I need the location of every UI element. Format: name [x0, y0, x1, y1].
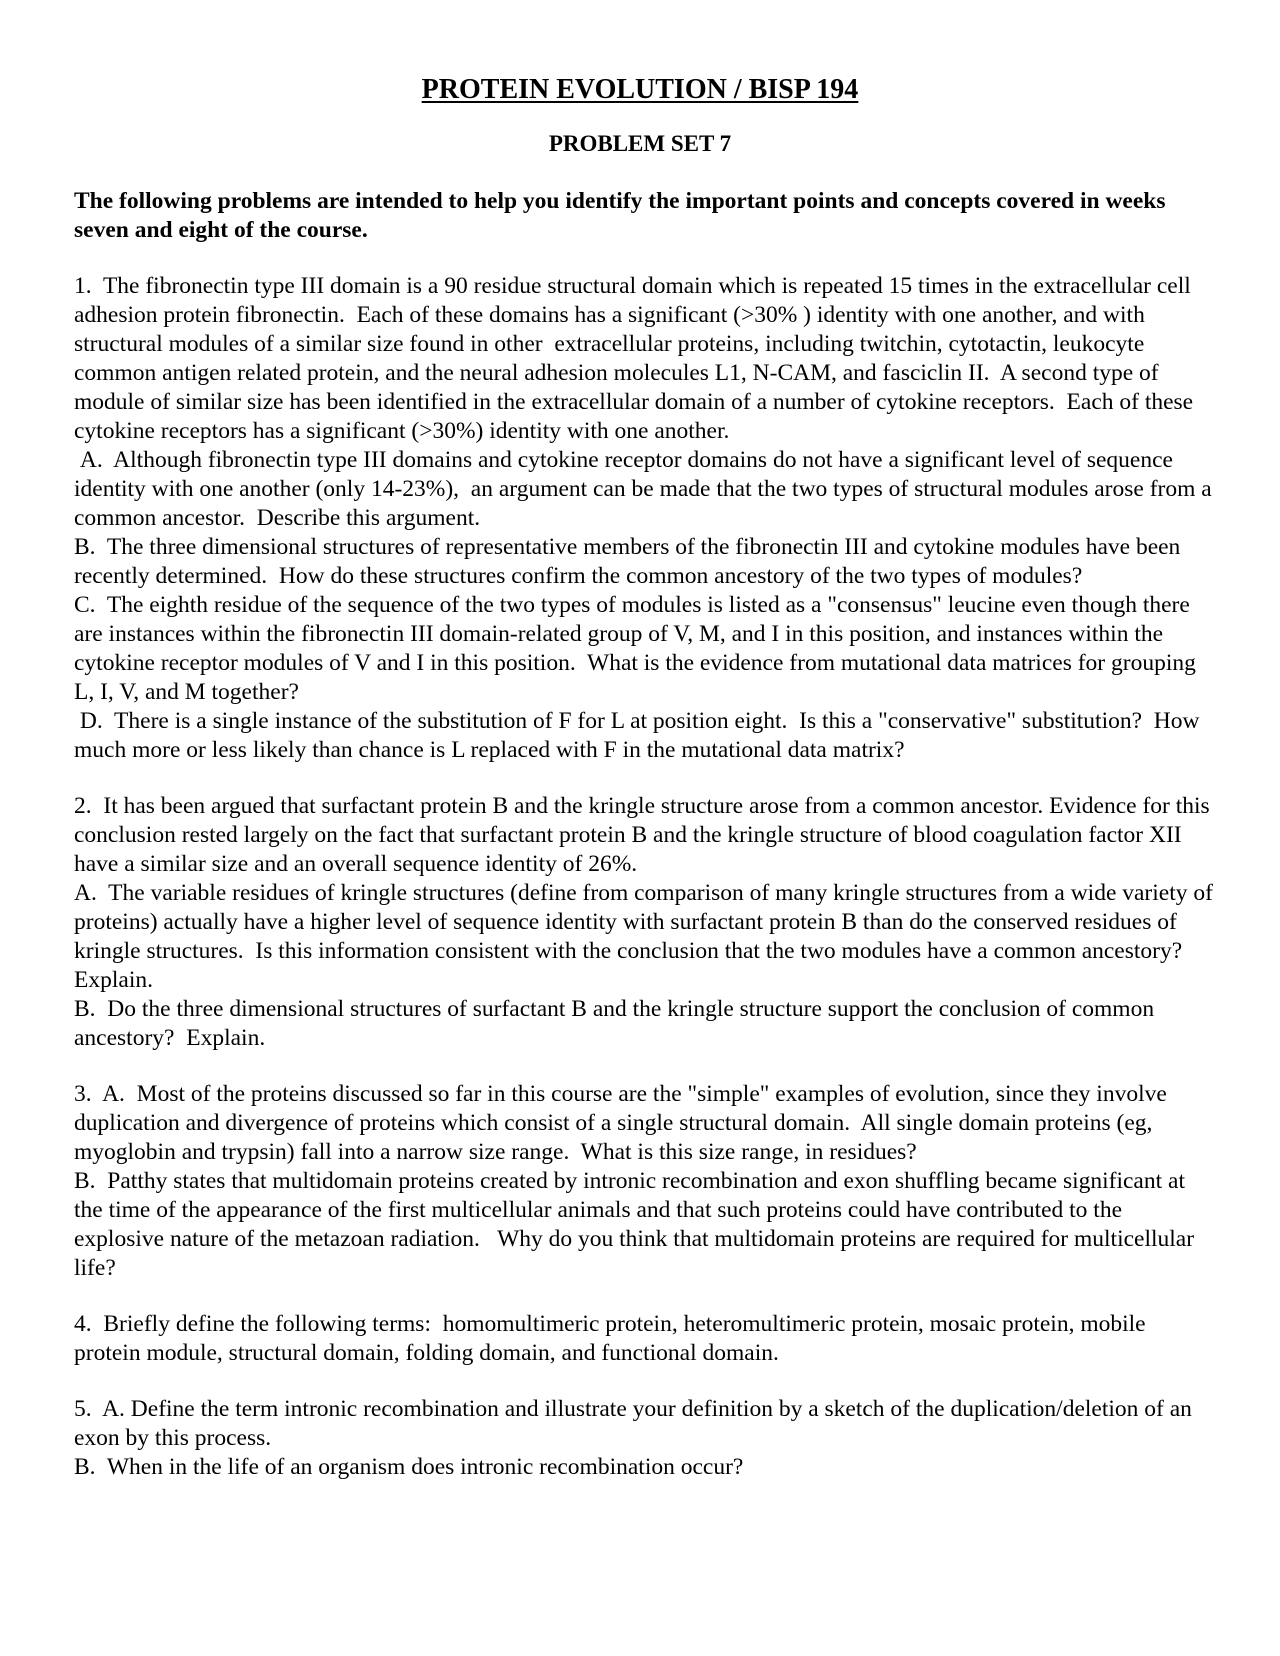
- question-paragraph: B. The three dimensional structures of representative members of the fibronectin III and cytokine modules have been recently determined. How do these structures confirm the common ancestory of the two types of modules?: [74, 534, 1187, 589]
- question-paragraph: 5. A. Define the term intronic recombination and illustrate your definition by a sketch of the duplication/deletion of an exon by this process.: [74, 1396, 1198, 1451]
- question-paragraph: 1. The fibronectin type III domain is a 90 residue structural domain which is repeated 15 times in the extracellular cell adhesion protein fibronectin. Each of these domains has a significant (>30% ) identity with one another, and with structural modules of a similar size found in other extracellular proteins, including twitchin, cytotactin, leukocyte common antigen related protein, and the neural adhesion molecules L1, N-CAM, and fasciclin II. A second type of module of similar size has been identified in the extracellular domain of a number of cytokine receptors. Each of these cytokine receptors has a significant (>30%) identity with one another.: [74, 273, 1199, 444]
- question-2: [74, 792, 1219, 1053]
- page-title: [0, 74, 1280, 106]
- question-paragraph: C. The eighth residue of the sequence of the two types of modules is listed as a "consensus" leucine even though there are instances within the fibronectin III domain-related group of V, M, and I in this position, and instances within the cytokine receptor modules of V and I in this position. What is the evidence from mutational data matrices for grouping L, I, V, and M together?: [74, 592, 1202, 705]
- question-paragraph: D. There is a single instance of the substitution of F for L at position eight. Is this a "conservative" substitution? How much more or less likely than chance is L replaced with F in the mutational data matrix?: [74, 708, 1206, 763]
- question-paragraph: A. Although fibronectin type III domains and cytokine receptor domains do not have a significant level of sequence identity with one another (only 14-23%), an argument can be made that the two types of structural modules arose from a common ancestor. Describe this argument.: [74, 447, 1218, 531]
- question-4: [74, 1310, 1214, 1368]
- question-5: [74, 1395, 1214, 1482]
- question-1: [74, 272, 1218, 765]
- question-paragraph: 3. A. Most of the proteins discussed so far in this course are the "simple" examples of evolution, since they involve duplication and divergence of proteins which consist of a single structural domain. All single domain proteins (eg, myoglobin and trypsin) fall into a narrow size range. What is this size range, in residues?: [74, 1081, 1173, 1165]
- question-paragraph: A. The variable residues of kringle structures (define from comparison of many kringle structures from a wide variety of proteins) actually have a higher level of sequence identity with surfactant protein B than do the conserved residues of kringle structures. Is this information consistent with the conclusion that the two modules have a common ancestory? Explain.: [74, 880, 1219, 993]
- question-3: [74, 1080, 1214, 1283]
- question-paragraph: B. Do the three dimensional structures of surfactant B and the kringle structure support the conclusion of common ancestory? Explain.: [74, 996, 1160, 1051]
- question-paragraph: B. Patthy states that multidomain proteins created by intronic recombination and exon shuffling became significant at the time of the appearance of the first multicellular animals and that such proteins could have contributed to the explosive nature of the metazoan radiation. Why do you think that multidomain proteins are required for multicellular life?: [74, 1168, 1200, 1281]
- intro-paragraph: The following problems are intended to help you identify the important points and concepts covered in weeks seven and eight of the course.: [74, 188, 1166, 243]
- document-body: [74, 187, 1219, 1509]
- page-title-text: PROTEIN EVOLUTION / BISP 194: [421, 74, 859, 105]
- page-subtitle: PROBLEM SET 7: [548, 131, 732, 156]
- question-paragraph: 2. It has been argued that surfactant protein B and the kringle structure arose from a common ancestor. Evidence for this conclusion rested largely on the fact that surfactant protein B and the kringle structure of blood coagulation factor XII have a similar size and an overall sequence identity of 26%.: [74, 793, 1216, 877]
- question-paragraph: B. When in the life of an organism does intronic recombination occur?: [74, 1454, 744, 1480]
- question-paragraph: 4. Briefly define the following terms: homomultimeric protein, heteromultimeric protein, mosaic protein, mobile protein module, structural domain, folding domain, and functional domain.: [74, 1311, 1152, 1366]
